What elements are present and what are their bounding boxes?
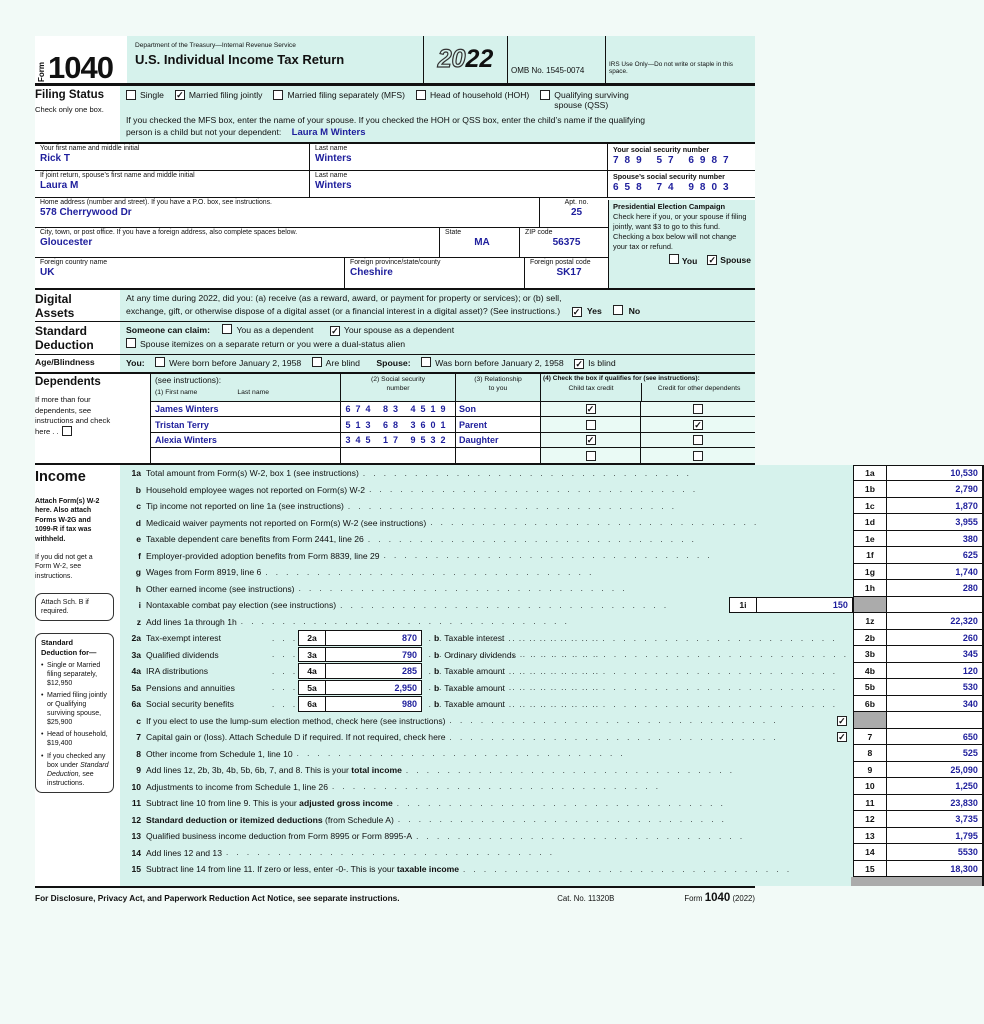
filing-option-qss[interactable]: Qualifying surviving spouse (QSS) bbox=[540, 90, 658, 110]
catalog-number: Cat. No. 11320B bbox=[557, 894, 615, 904]
foreign-country-value[interactable]: UK bbox=[40, 267, 55, 279]
income-line-1b: b Household employee wages not reported on Form(s) W-2 . . 1b 2,790 bbox=[120, 481, 984, 498]
line-9-value[interactable]: 25,090 bbox=[887, 762, 984, 779]
foreign-postal-field: Foreign postal code SK17 bbox=[525, 258, 608, 288]
income-line-14: 14 Add lines 12 and 13 . . 14 5530 bbox=[120, 844, 984, 861]
city-field: City, town, or post office. If you have a foreign address, also complete spaces below. Gloucester bbox=[35, 228, 440, 257]
income-line-8: 8 Other income from Schedule 1, line 10 . . 8 525 bbox=[120, 745, 984, 762]
income-line-5a: 5a Pensions and annuities . . 5a 2,950 b Taxable amount . . 5b 530 bbox=[120, 679, 984, 696]
spouse-ssn-field: Spouse’s social security number 658 74 9803 bbox=[608, 171, 755, 197]
omb-number: OMB No. 1545-0074 bbox=[507, 36, 605, 83]
line-1b-value[interactable]: 2,790 bbox=[887, 481, 984, 498]
digital-assets-no[interactable]: No bbox=[613, 306, 640, 316]
dependent-name[interactable]: Tristan Terry bbox=[155, 419, 209, 430]
dependent-row-2 bbox=[151, 416, 755, 432]
qualifying-person-value[interactable]: Laura M Winters bbox=[291, 127, 366, 139]
form-title: U.S. Individual Income Tax Return bbox=[135, 52, 345, 67]
income-line-1f: f Employer-provided adoption benefits from Form 8839, line 29 . . 1f 625 bbox=[120, 547, 984, 564]
tax-year: 20 22 bbox=[423, 36, 507, 83]
digital-assets-no-checkbox[interactable] bbox=[613, 305, 623, 315]
first-name-value[interactable]: Rick T bbox=[40, 153, 71, 165]
dependent-name[interactable] bbox=[151, 448, 340, 463]
line-12-value[interactable]: 3,735 bbox=[887, 811, 984, 828]
line-2a-value[interactable]: 870 bbox=[326, 630, 422, 646]
income-line-11: 11 Subtract line 10 from line 9. This is your adjusted gross income . . 11 23,830 bbox=[120, 795, 984, 812]
income-line-3a: 3a Qualified dividends . . 3a 790 b Ordinary dividends . . 3b 345 bbox=[120, 646, 984, 663]
dependent-row-3 bbox=[151, 432, 755, 448]
you-blind-checkbox[interactable] bbox=[312, 357, 322, 367]
campaign-spouse-checkbox[interactable]: ✓ bbox=[708, 255, 717, 266]
dependents-label: Dependents bbox=[35, 375, 101, 388]
home-address-field: Home address (number and street). If you have a P.O. box, see instructions. 578 Cherrywood Dr bbox=[35, 198, 540, 227]
dependents-table: (see instructions): (1) First name Last name (2) Social security number (3) Relationship to you (4) Check the box if qualifies for (see instructions): Child tax credit Credit for other dependents James Winters 674 83 4519 Son ✓ Tristan Terry 513 68 3601 Parent ✓ Alexia Winters 345 17 9532 Daughter ✓ bbox=[150, 374, 755, 463]
lump-sum-election-checkbox[interactable]: ✓ bbox=[838, 715, 846, 726]
income-line-1c: c Tip income not reported on line 1a (see instructions) . . 1c 1,870 bbox=[120, 498, 984, 515]
dependent-relationship[interactable]: Son bbox=[455, 402, 540, 417]
last-name-value[interactable]: Winters bbox=[315, 153, 352, 165]
shaded-cell bbox=[853, 712, 887, 729]
dependent-row-4 bbox=[151, 447, 755, 463]
dependent-ssn[interactable]: 345 17 9532 bbox=[340, 433, 455, 448]
claim-you-checkbox[interactable] bbox=[222, 324, 232, 334]
dependent-name[interactable]: James Winters bbox=[155, 404, 219, 415]
filing-status-label: Filing Status bbox=[35, 89, 104, 101]
standard-deduction-section: Standard Deduction Someone can claim: You as a dependent ✓ Your spouse as a dependent Spouse itemizes on a separate return or you were a dual-status alien bbox=[35, 322, 755, 355]
spouse-first-name-value[interactable]: Laura M bbox=[40, 180, 79, 192]
line-14-value[interactable]: 5530 bbox=[887, 844, 984, 861]
you-born-before-checkbox[interactable] bbox=[155, 357, 165, 367]
foreign-postal-value[interactable]: SK17 bbox=[556, 267, 582, 279]
child-tax-credit-checkbox[interactable] bbox=[586, 451, 596, 461]
income-line-6a: 6a Social security benefits . . 6a 980 b Taxable amount . . 6b 340 bbox=[120, 696, 984, 713]
home-address-value[interactable]: 578 Cherrywood Dr bbox=[40, 207, 132, 219]
header-title-block bbox=[127, 36, 423, 83]
line-5a-value[interactable]: 2,950 bbox=[326, 680, 422, 696]
single-checkbox[interactable] bbox=[126, 90, 136, 100]
line-3a-value[interactable]: 790 bbox=[326, 647, 422, 663]
line-1h-value[interactable]: 280 bbox=[887, 580, 984, 597]
spouse-ssn-value[interactable]: 658 74 9803 bbox=[613, 182, 735, 194]
income-line-13: 13 Qualified business income deduction from Form 8995 or Form 8995-A . . 13 1,795 bbox=[120, 828, 984, 845]
form-footer bbox=[35, 886, 755, 904]
qss-checkbox[interactable] bbox=[540, 90, 550, 100]
schedule-d-not-required-checkbox[interactable]: ✓ bbox=[838, 732, 846, 743]
campaign-you-option[interactable]: You bbox=[669, 254, 697, 267]
more-dependents-checkbox[interactable] bbox=[62, 426, 72, 436]
income-line-15: 15 Subtract line 14 from line 11. If zero or less, enter -0-. This is your taxable income . . 15 18,300 bbox=[120, 861, 984, 878]
line-4a-value[interactable]: 285 bbox=[326, 663, 422, 679]
income-line-1z: z Add lines 1a through 1h . . 1z 22,320 bbox=[120, 613, 984, 630]
apt-field: Apt. no. 25 bbox=[540, 198, 608, 227]
line-1a-value[interactable]: 10,530 bbox=[887, 465, 984, 482]
income-line-1g: g Wages from Form 8919, line 6 . . 1g 1,740 bbox=[120, 564, 984, 581]
check-only-note: Check only one box. bbox=[35, 104, 104, 114]
line-5b-value[interactable]: 530 bbox=[887, 679, 984, 696]
income-line-1h: h Other earned income (see instructions) . . 1h 280 bbox=[120, 580, 984, 597]
form-id-block bbox=[35, 36, 127, 83]
income-line-9: 9 Add lines 1z, 2b, 3b, 4b, 5b, 6b, 7, and 8. This is your total income . . 9 25,090 bbox=[120, 762, 984, 779]
taxpayer-info-grid bbox=[35, 144, 755, 290]
dependent-ssn[interactable]: 513 68 3601 bbox=[340, 417, 455, 432]
digital-assets-yes-checkbox[interactable]: ✓ bbox=[572, 306, 581, 317]
child-tax-credit-checkbox[interactable]: ✓ bbox=[586, 404, 595, 415]
mfs-hoh-note: If you checked the MFS box, enter the name of your spouse. If you checked the HOH or QSS box, enter the child’s name if the qualifying person is a child but not your dependent: Laura M Winters bbox=[126, 115, 646, 139]
line-1z-value[interactable]: 22,320 bbox=[887, 613, 984, 630]
mfj-checkbox[interactable]: ✓ bbox=[176, 90, 184, 100]
disclosure-notice: For Disclosure, Privacy Act, and Paperwork Reduction Act Notice, see separate instructions. bbox=[35, 893, 400, 904]
zip-field: ZIP code 56375 bbox=[520, 228, 608, 257]
line-3b-value[interactable]: 345 bbox=[887, 646, 984, 663]
spouse-born-before-checkbox[interactable] bbox=[421, 357, 431, 367]
claim-spouse-checkbox[interactable]: ✓ bbox=[331, 325, 339, 336]
spouse-blind-checkbox[interactable]: ✓ bbox=[575, 358, 583, 369]
ssn-field: Your social security number 789 57 6987 bbox=[608, 144, 755, 170]
foreign-province-field: Foreign province/state/county Cheshire bbox=[345, 258, 525, 288]
digital-assets-yes[interactable]: ✓ Yes bbox=[572, 305, 602, 317]
filing-status-section bbox=[35, 86, 755, 144]
line-6b-value[interactable]: 340 bbox=[887, 696, 984, 713]
child-tax-credit-checkbox[interactable]: ✓ bbox=[586, 435, 595, 446]
line-13-value[interactable]: 1,795 bbox=[887, 828, 984, 845]
hoh-checkbox[interactable] bbox=[416, 90, 426, 100]
more-than-four-note: If more than four dependents, see instructions and check here . . bbox=[35, 395, 111, 437]
spouse-itemizes-checkbox[interactable] bbox=[126, 338, 136, 348]
line-7-value[interactable]: 650 bbox=[887, 729, 984, 746]
line-1i-value[interactable]: 150 bbox=[757, 597, 853, 613]
line-2b-value[interactable]: 260 bbox=[887, 630, 984, 647]
foreign-country-field: Foreign country name UK bbox=[35, 258, 345, 288]
line-15-value[interactable]: 18,300 bbox=[887, 861, 984, 878]
line-6a-value[interactable]: 980 bbox=[326, 696, 422, 712]
other-dependents-credit-checkbox[interactable] bbox=[693, 451, 703, 461]
income-line-4a: 4a IRA distributions . . 4a 285 b Taxable amount . . 4b 120 bbox=[120, 663, 984, 680]
filing-option-mfs[interactable]: Married filing separately (MFS) bbox=[273, 90, 404, 100]
income-line-12: 12 Standard deduction or itemized deductions (from Schedule A) . . 12 3,735 bbox=[120, 811, 984, 828]
line-1c-value[interactable]: 1,870 bbox=[887, 498, 984, 515]
line-10-value[interactable]: 1,250 bbox=[887, 778, 984, 795]
dependent-row-1 bbox=[151, 401, 755, 417]
digital-assets-section: Digital Assets At any time during 2022, did you: (a) receive (as a reward, award, or payment for property or services); or (b) sell, exchange, gift, or otherwise dispose of a digital asset (or a financial interest in a digital asset)? (See instructions.) ✓ Yes No bbox=[35, 290, 755, 322]
filing-option-hoh[interactable]: Head of household (HOH) bbox=[416, 90, 529, 100]
income-line-7: 7 Capital gain or (loss). Attach Schedule D if required. If not required, check here . . ✓ 7 650 bbox=[120, 729, 984, 746]
attach-schb-note: Attach Sch. B if required. bbox=[35, 593, 114, 621]
city-value[interactable]: Gloucester bbox=[40, 237, 93, 249]
spouse-last-name-field: Last name Winters bbox=[310, 171, 608, 197]
standard-deduction-amounts-box: Standard Deduction for— • Single or Married filing separately, $12,950 • Married filing jointly or Qualifying surviving spouse, $25,900 • Head of household, $19,400 • If you checked any box under Standard Deduction, see instructions. bbox=[35, 633, 114, 792]
income-line-1i: i Nontaxable combat pay election (see instructions) . . 1i 150 bbox=[120, 597, 984, 614]
income-line-1e: e Taxable dependent care benefits from Form 2441, line 26 . . 1e 380 bbox=[120, 531, 984, 548]
filing-option-mfj[interactable]: ✓ Married filing jointly bbox=[176, 90, 263, 100]
shaded-strip bbox=[120, 877, 984, 886]
spouse-first-name-field: If joint return, spouse’s first name and middle initial Laura M bbox=[35, 171, 310, 197]
ssn-value[interactable]: 789 57 6987 bbox=[613, 155, 735, 167]
line-8-value[interactable]: 525 bbox=[887, 745, 984, 762]
form-header bbox=[35, 36, 755, 86]
attach-w2-note: Attach Form(s) W-2 here. Also attach Forms W-2G and 1099-R if tax was withheld. bbox=[35, 497, 100, 543]
line-4b-value[interactable]: 120 bbox=[887, 663, 984, 680]
form-word: Form bbox=[37, 62, 46, 82]
child-tax-credit-checkbox[interactable] bbox=[586, 420, 596, 430]
dependents-section bbox=[35, 374, 755, 465]
age-blindness-section: Age/Blindness You: Were born before January 2, 1958 Are blind Spouse: Was born before January 2, 1958 ✓ Is blind bbox=[35, 355, 755, 374]
state-value[interactable]: MA bbox=[474, 237, 490, 249]
income-heading: Income bbox=[35, 468, 86, 485]
dependent-relationship[interactable]: Parent bbox=[455, 417, 540, 432]
other-dependents-credit-checkbox[interactable] bbox=[693, 435, 703, 445]
income-line-1a: 1a Total amount from Form(s) W-2, box 1 (see instructions) . . 1a 10,530 bbox=[120, 465, 984, 482]
line-1e-value[interactable]: 380 bbox=[887, 531, 984, 548]
foreign-province-value[interactable]: Cheshire bbox=[350, 267, 393, 279]
campaign-you-checkbox[interactable] bbox=[669, 254, 679, 264]
apt-value[interactable]: 25 bbox=[570, 207, 583, 219]
line-1g-value[interactable]: 1,740 bbox=[887, 564, 984, 581]
line-11-value[interactable]: 23,830 bbox=[887, 795, 984, 812]
presidential-election-campaign: Presidential Election Campaign Check here if you, or your spouse if filing jointly, want $3 to go to this fund. Checking a box below will not change your tax or refund. You ✓ Spouse bbox=[608, 200, 755, 288]
filing-option-single[interactable]: Single bbox=[126, 90, 164, 100]
no-w2-note: If you did not get a Form W-2, see instructions. bbox=[35, 553, 93, 580]
income-line-2a: 2a Tax-exempt interest . . 2a 870 b Taxable interest . . 2b 260 bbox=[120, 630, 984, 647]
dependent-relationship[interactable] bbox=[455, 448, 540, 463]
dependent-name[interactable]: Alexia Winters bbox=[155, 435, 217, 446]
state-field: State MA bbox=[440, 228, 520, 257]
other-dependents-credit-checkbox[interactable] bbox=[693, 404, 703, 414]
dependent-relationship[interactable]: Daughter bbox=[455, 433, 540, 448]
shaded-cell bbox=[853, 597, 887, 614]
form-number: 1040 bbox=[48, 50, 113, 85]
income-line-1d: d Medicaid waiver payments not reported on Form(s) W-2 (see instructions) . . 1d 3,955 bbox=[120, 514, 984, 531]
income-line-6c: c If you elect to use the lump-sum election method, check here (see instructions) . . ✓ bbox=[120, 712, 984, 729]
zip-value[interactable]: 56375 bbox=[552, 237, 581, 249]
first-name-field: Your first name and middle initial Rick T bbox=[35, 144, 310, 170]
line-1f-value[interactable]: 625 bbox=[887, 547, 984, 564]
irs-use-only: IRS Use Only—Do not write or staple in this space. bbox=[605, 36, 755, 83]
dependent-ssn[interactable]: 674 83 4519 bbox=[340, 402, 455, 417]
line-1d-value[interactable]: 3,955 bbox=[887, 514, 984, 531]
income-section bbox=[35, 465, 978, 887]
spouse-last-name-value[interactable]: Winters bbox=[315, 180, 352, 192]
income-line-10: 10 Adjustments to income from Schedule 1, line 26 . . 10 1,250 bbox=[120, 778, 984, 795]
last-name-field: Last name Winters bbox=[310, 144, 608, 170]
campaign-spouse-option[interactable]: ✓ Spouse bbox=[708, 255, 751, 266]
mfs-checkbox[interactable] bbox=[273, 90, 283, 100]
other-dependents-credit-checkbox[interactable]: ✓ bbox=[694, 419, 702, 430]
form-footer-id: Form 1040 (2022) bbox=[684, 892, 755, 905]
department-line: Department of the Treasury—Internal Revenue Service bbox=[135, 42, 296, 49]
dependent-ssn[interactable] bbox=[340, 448, 455, 463]
